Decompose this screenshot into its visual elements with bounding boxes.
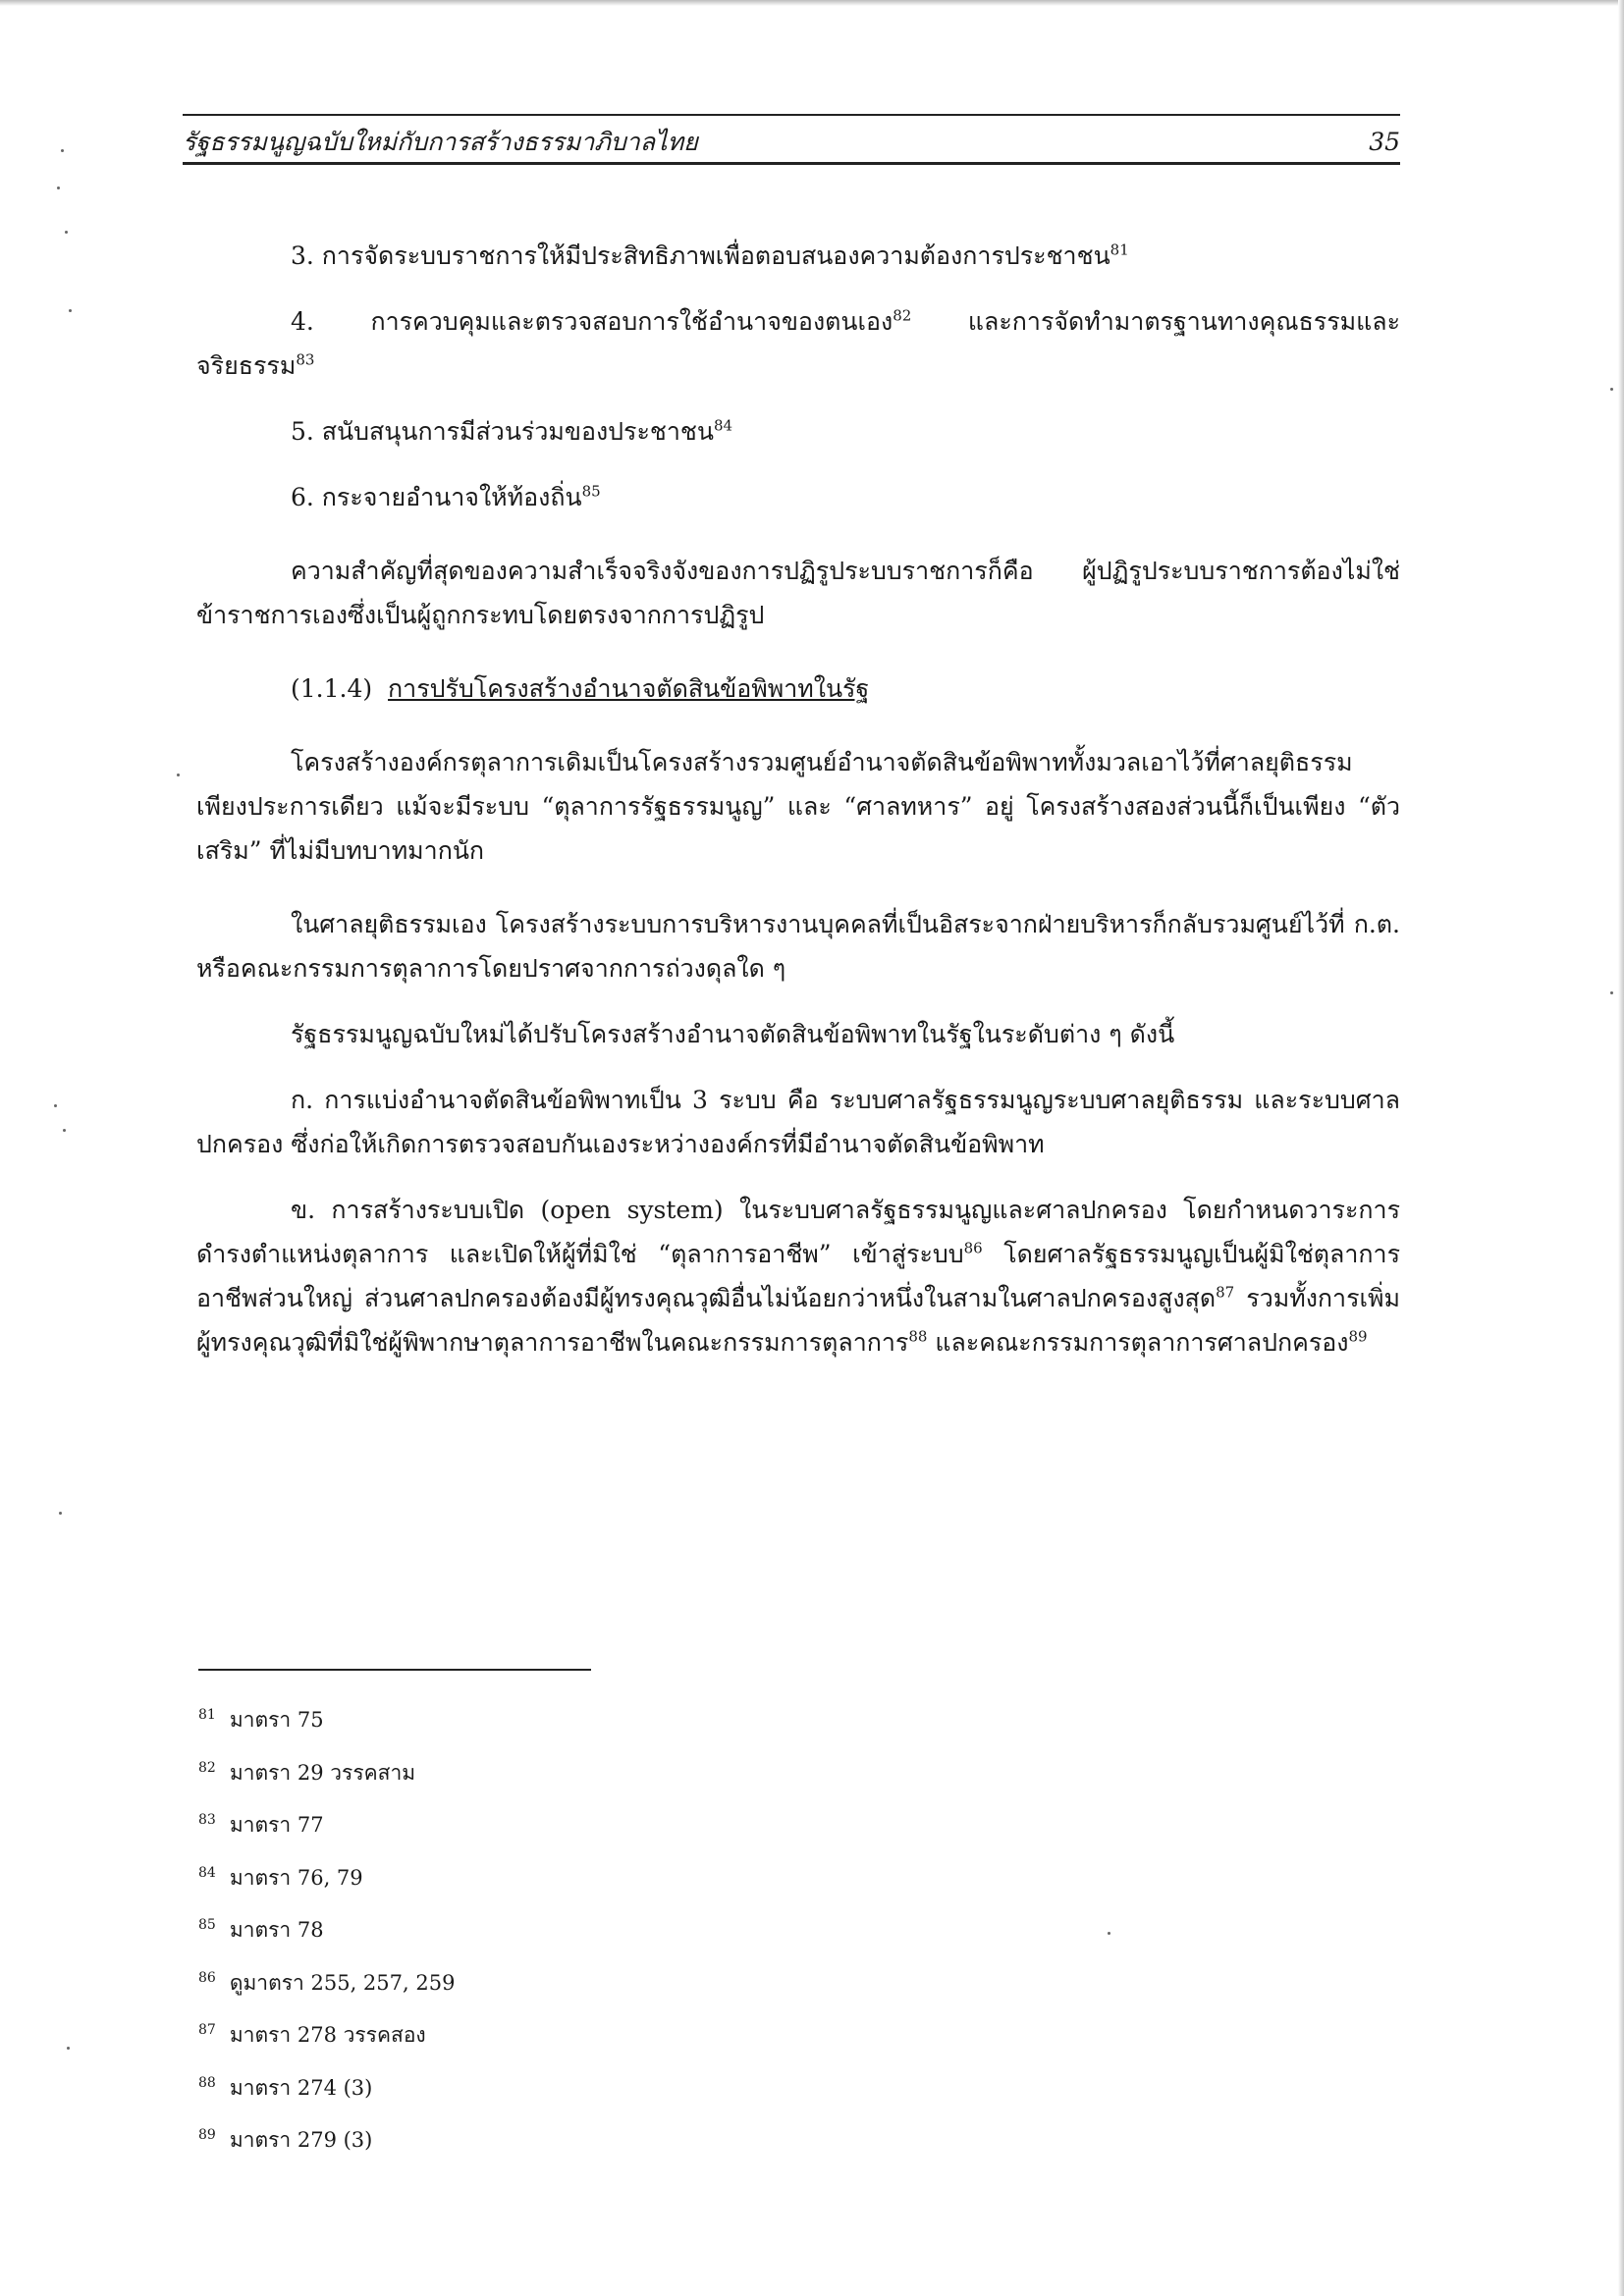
scan-speck (69, 309, 72, 312)
scan-speck (63, 1129, 66, 1132)
header-title: รัฐธรรมนูญฉบับใหม่กับการสร้างธรรมาภิบาลไทย (183, 128, 698, 156)
footnote: $^{86}$ ดูมาตรา 255, 257, 259 (198, 1969, 456, 1995)
scan-speck (61, 149, 64, 152)
footnote: $^{82}$ มาตรา 29 วรรคสาม (198, 1759, 416, 1785)
footnote: $^{83}$ มาตรา 77 (198, 1812, 324, 1837)
scan-speck (1610, 991, 1613, 994)
scan-speck (1610, 388, 1613, 391)
scan-speck (57, 187, 60, 189)
footnote: $^{87}$ มาตรา 278 วรรคสอง (198, 2022, 426, 2047)
scan-speck (67, 2047, 70, 2050)
paragraph-reform: ความสำคัญที่สุดของความสำเร็จจริงจังของการปฏิรูประบบราชการก็คือ ผู้ปฏิรูประบบราชการต้องไม่ใช่ข้าราชการเองซึ่งเป็นผู้ถูกกระทบโดยตรงจากการปฏิรูป (196, 557, 1400, 629)
running-header (183, 114, 1400, 165)
paragraph-ko: ก. การแบ่งอำนาจตัดสินข้อพิพาทเป็น 3 ระบบ คือ ระบบศาลรัฐธรรมนูญระบบศาลยุติธรรม และระบบศาลปกครอง ซึ่งก่อให้เกิดการตรวจสอบกันเองระหว่างองค์กรที่มีอำนาจตัดสินข้อพิพาท (196, 1086, 1400, 1158)
footnote-ref: 88 (908, 1327, 928, 1346)
list-item-3: 3. การจัดระบบราชการให้มีประสิทธิภาพเพื่อตอบสนองความต้องการประชาชน$^{81}$ (291, 240, 1129, 270)
scan-speck (65, 231, 68, 234)
section-number: (1.1.4) (291, 674, 373, 703)
footnote-ref: 82 (893, 306, 912, 325)
footnote: $^{89}$ มาตรา 279 (3) (198, 2127, 373, 2152)
scan-speck (59, 1512, 62, 1515)
footnote-separator (198, 1669, 591, 1671)
paragraph-structure: โครงสร้างองค์กรตุลาการเดิมเป็นโครงสร้างรวมศูนย์อำนาจตัดสินข้อพิพาททั้งมวลเอาไว้ที่ศาลยุติธรรมเพียงประการเดียว แม้จะมีระบบ “ตุลาการรัฐธรรมนูญ” และ “ศาลทหาร” อยู่ โครงสร้างสองส่วนนี้ก็เป็นเพียง “ตัวเสริม” ที่ไม่มีบทบาทมากนัก (196, 748, 1400, 865)
section-title: การปรับโครงสร้างอำนาจตัดสินข้อพิพาทในรัฐ (388, 674, 870, 703)
paragraph-justice: ในศาลยุติธรรมเอง โครงสร้างระบบการบริหารงานบุคคลที่เป็นอิสระจากฝ่ายบริหารก็กลับรวมศูนย์ไว้ที่ ก.ต. หรือคณะกรรมการตุลาการโดยปราศจากการถ่วงดุลใด ๆ (196, 910, 1400, 983)
footnote: $^{81}$ มาตรา 75 (198, 1707, 324, 1732)
footnote: $^{84}$ มาตรา 76, 79 (198, 1864, 363, 1890)
scan-edge-top (0, 0, 1624, 6)
body-text (196, 234, 1400, 1364)
section-heading (196, 667, 1400, 711)
footnote-ref: 86 (963, 1239, 983, 1257)
footnote-ref: 84 (713, 416, 733, 435)
footnote-ref: 87 (1216, 1283, 1235, 1302)
paragraph-kho: ข. การสร้างระบบเปิด (open system) ในระบบศาลรัฐธรรมนูญและศาลปกครอง โดยกำหนดวาระการดำรงตำแหน่งตุลาการ และเปิดให้ผู้ที่มิใช่ “ตุลาการอาชีพ” เข้าสู่ระบบ$^{86}$ โดยศาลรัฐธรรมนูญเป็นผู้มิใช่ตุลาการอาชีพส่วนใหญ่ ส่วนศาลปกครองต้องมีผู้ทรงคุณวุฒิอื่นไม่น้อยกว่าหนึ่งในสามในศาลปกครองสูงสุด$^{87}$ รวมทั้งการเพิ่มผู้ทรงคุณวุฒิที่มิใช่ผู้พิพากษาตุลาการอาชีพในคณะกรรมการตุลาการ$^{88}$ และคณะกรรมการตุลาการศาลปกครอง$^{89}$ (196, 1196, 1401, 1357)
footnote-ref: 81 (1110, 240, 1129, 259)
scan-edge-right (1618, 0, 1624, 2296)
footnote: $^{85}$ มาตรา 78 (198, 1917, 324, 1942)
footnote-ref: 85 (581, 482, 601, 501)
page-number: 35 (1369, 128, 1400, 156)
scan-speck (177, 774, 180, 776)
footnote-ref: 89 (1348, 1327, 1368, 1346)
footnotes (198, 1694, 886, 2167)
footnote-ref: 83 (296, 350, 315, 369)
list-item-6: 6. กระจายอำนาจให้ท้องถิ่น$^{85}$ (291, 482, 601, 511)
list-item-4: 4. การควบคุมและตรวจสอบการใช้อำนาจของตนเอง$^{82}$ และการจัดทำมาตรฐานทางคุณธรรมและจริยธรรม$^{83}$ (196, 306, 1400, 380)
footnote: $^{88}$ มาตรา 274 (3) (198, 2074, 373, 2100)
scan-speck (54, 1104, 57, 1107)
list-item-5: 5. สนับสนุนการมีส่วนร่วมของประชาชน$^{84}$ (291, 416, 733, 446)
scan-speck (1108, 1932, 1110, 1935)
paragraph-new-constitution: รัฐธรรมนูญฉบับใหม่ได้ปรับโครงสร้างอำนาจตัดสินข้อพิพาทในรัฐในระดับต่าง ๆ ดังนี้ (291, 1020, 1175, 1048)
